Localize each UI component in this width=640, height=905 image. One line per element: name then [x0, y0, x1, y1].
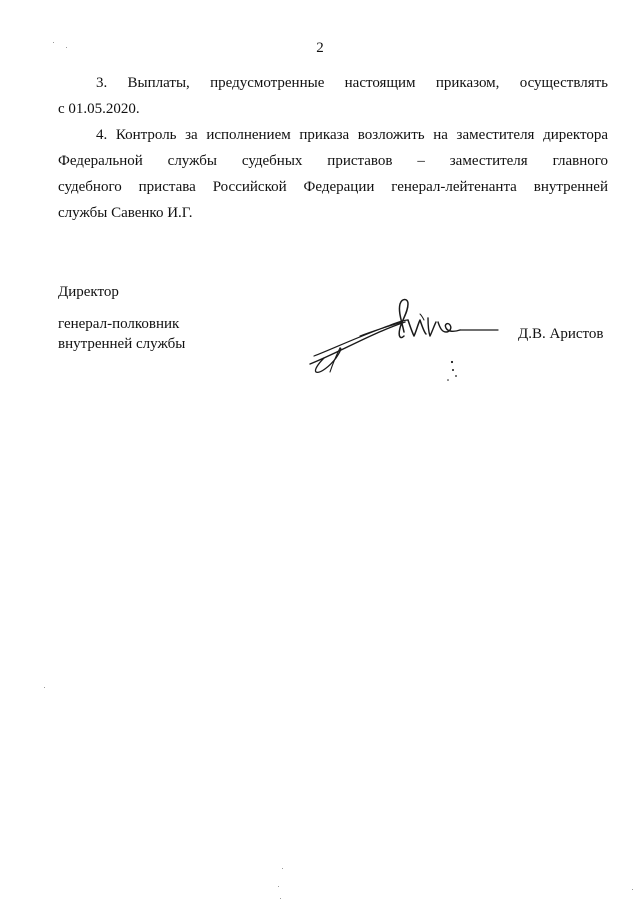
scan-speck — [632, 889, 633, 890]
scan-speck — [282, 868, 283, 869]
paragraph-line: 3. Выплаты, предусмотренные настоящим приказом, осуществлять — [96, 75, 608, 91]
paragraph-line: 4. Контроль за исполнением приказа возложить на заместителя директора — [96, 127, 608, 143]
scan-speck — [280, 898, 281, 899]
scan-speck — [53, 42, 54, 43]
scan-speck — [44, 687, 45, 688]
paragraph-4-control — [58, 122, 608, 226]
paragraph-line: службы Савенко И.Г. — [58, 205, 193, 221]
paragraph-line: с 01.05.2020. — [58, 101, 140, 117]
page-number: 2 — [316, 40, 324, 56]
paragraph-line: Федеральной службы судебных приставов – заместителя главного — [58, 153, 608, 169]
handwritten-signature — [300, 292, 505, 387]
scan-speck — [66, 47, 67, 48]
signer-name: Д.В. Аристов — [518, 326, 604, 342]
paragraph-3-payments — [58, 70, 608, 122]
signatory-rank-line-1: генерал-полковник — [58, 316, 180, 332]
signatory-rank-line-2: внутренней службы — [58, 336, 186, 352]
scan-speck — [278, 886, 279, 887]
signatory-title-block — [58, 282, 185, 354]
signatory-position: Директор — [58, 284, 119, 300]
paragraph-line: судебного пристава Российской Федерации генерал-лейтенанта внутренней — [58, 179, 608, 195]
